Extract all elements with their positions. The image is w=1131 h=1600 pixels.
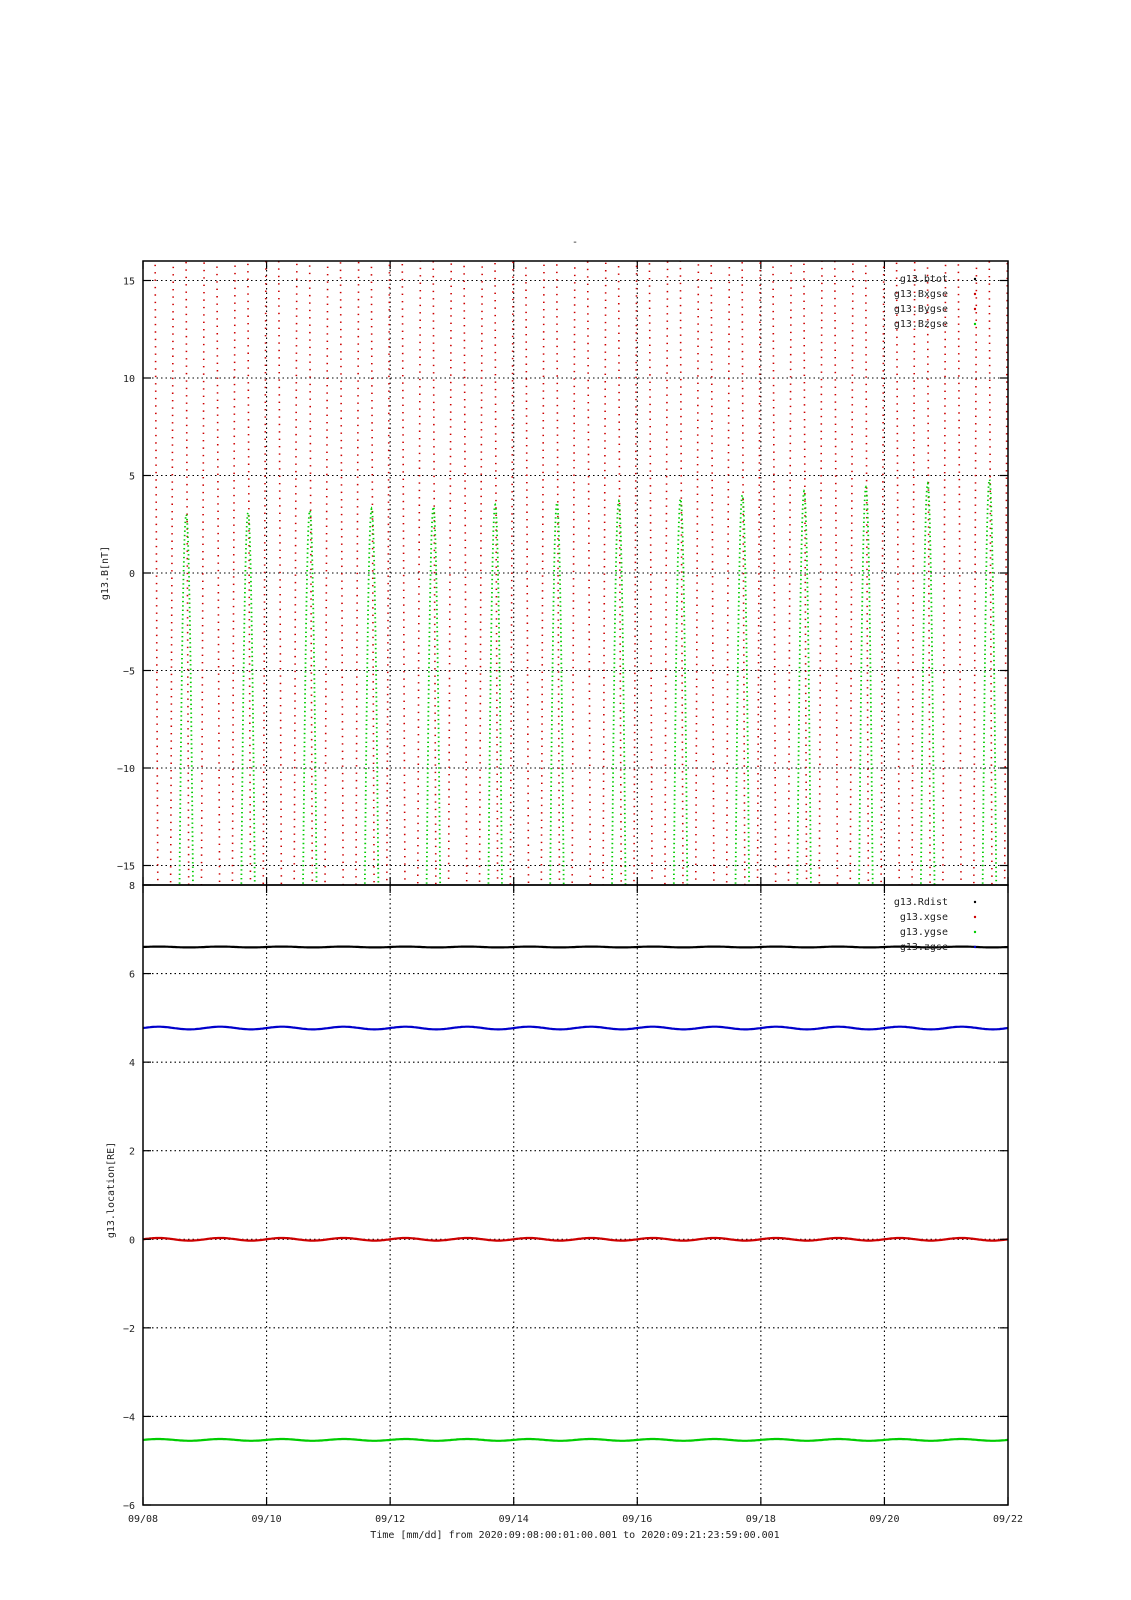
x-axis-ticks [128,1514,1023,1525]
series-bzgse-peak [179,515,194,964]
series-bzgse-peak [982,479,997,963]
y-tick-label: −6 [122,1501,135,1512]
series-bzgse-peak [241,513,256,964]
y-tick-label: 8 [128,881,135,892]
legend-label: g13.Bzgse [893,319,948,330]
top-legend [894,274,976,330]
series-bzgse-peak [550,503,565,963]
y-tick-label: 10 [122,374,135,385]
y-tick-label: −10 [116,764,135,775]
bottom-data-series [143,947,1008,1441]
series-bzgse-peak [611,501,626,963]
legend-marker [974,931,976,933]
location-panel [106,881,1008,1512]
legend-marker [974,323,976,325]
x-tick-label: 09/18 [745,1514,776,1525]
series-bzgse-peak [735,495,750,963]
y-tick-label: 0 [128,1235,135,1247]
series-g13-ygse [143,1439,1008,1441]
legend-label: g13.Bxgse [893,289,948,300]
y-tick-label: 6 [128,969,135,981]
series-bzgse-peak [920,483,935,963]
y-tick-label: 5 [128,471,135,483]
bottom-y-axis-label: g13.location[RE] [106,1141,117,1239]
legend-marker [974,901,976,903]
y-tick-label: 0 [128,569,135,580]
series-bzgse-peak [673,499,688,963]
magnetic-field-panel [100,0,1008,1600]
x-tick-label: 09/10 [251,1514,282,1525]
legend-label: g13.Rdist [893,897,948,908]
y-tick-label: −2 [122,1323,135,1335]
legend-label: g13.ygse [899,927,948,938]
series-g13-rdist [143,947,1008,948]
bottom-gridlines [143,885,1008,1505]
bottom-legend [894,897,976,953]
series-bzgse-peak [302,511,317,963]
x-tick-label: 09/08 [127,1514,159,1525]
x-tick-label: 09/16 [622,1514,653,1525]
legend-marker [974,946,976,948]
y-tick-label: 15 [122,276,135,288]
x-tick-label: 09/12 [375,1514,406,1525]
legend-marker [974,308,976,310]
x-tick-label: 09/22 [992,1514,1024,1525]
y-tick-label: −4 [122,1412,135,1424]
series-g13-xgse [143,1238,1008,1241]
legend-marker [974,916,976,918]
series-g13-zgse [143,1027,1008,1030]
top-gridlines [143,261,1008,885]
legend-label: g13.zgse [899,942,948,953]
legend-marker [974,278,976,280]
series-bzgse-peak [859,487,874,963]
series-bzgse-peak [797,491,812,963]
y-tick-label: −15 [116,861,135,873]
legend-label: g13.xgse [899,912,948,923]
bottom-y-ticks [123,881,1008,1512]
x-tick-label: 09/14 [498,1514,529,1525]
y-tick-label: −5 [122,666,135,678]
top-y-axis-label: g13.B[nT] [100,545,111,601]
series-bzgse-peak [364,509,379,963]
y-tick-label: 2 [128,1146,135,1158]
x-tick-label: 09/20 [869,1514,900,1525]
legend-marker [974,293,976,295]
legend-label: g13.Bygse [893,304,948,315]
y-tick-label: 4 [128,1058,135,1070]
series-bzgse-peak [426,507,441,963]
page-title: - [571,237,579,248]
legend-label: g13.btot [899,274,948,285]
x-axis-label: Time [mm/dd] from 2020:09:08:00:01:00.001 to 2020:09:21:23:59:00.001 [370,1530,780,1541]
bottom-panel-frame [143,885,1008,1505]
clipped-series [143,947,1008,1441]
